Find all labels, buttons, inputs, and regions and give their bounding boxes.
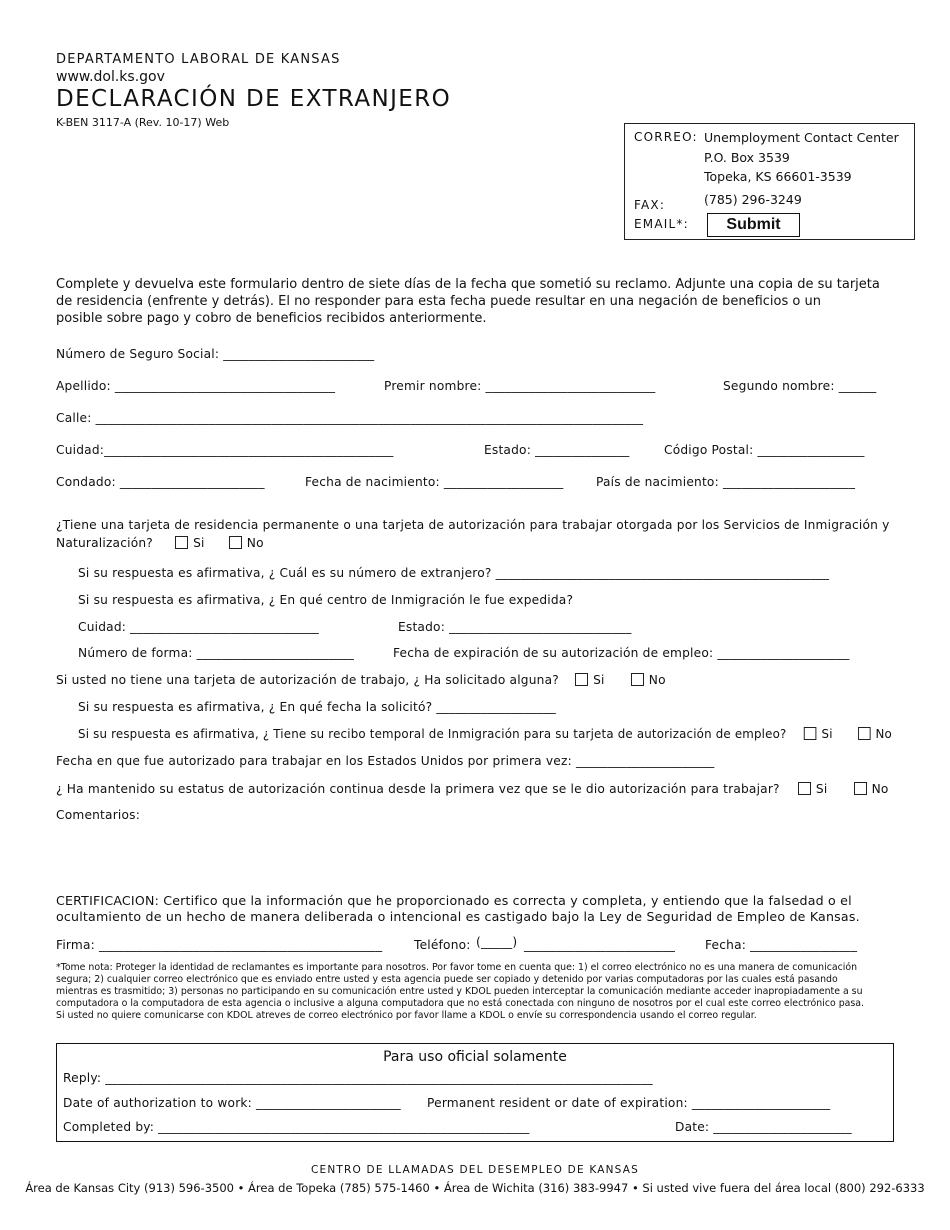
- q1-si-checkbox[interactable]: [175, 536, 188, 549]
- q1-si-label: Si: [193, 536, 205, 550]
- official-permanent-resident-field[interactable]: Permanent resident or date of expiration: ______________________: [427, 1096, 831, 1110]
- q1-no-checkbox[interactable]: [229, 536, 242, 549]
- comentarios-area[interactable]: [56, 826, 890, 886]
- submit-button[interactable]: Submit: [707, 213, 800, 237]
- telefono-label: Teléfono:: [414, 938, 471, 952]
- condado-field[interactable]: Condado: _______________________: [56, 475, 265, 489]
- cuidad-field[interactable]: Cuidad:______________________________________________: [56, 443, 394, 457]
- intro-line-1: Complete y devuelva este formulario dentro de siete días de la fecha que sometió su reclamo. Adjunte una copia de su tarjeta: [56, 277, 880, 292]
- q1a-numero-extranjero[interactable]: Si su respuesta es afirmativa, ¿ Cuál es su número de extranjero? _____________________________________________________: [78, 566, 830, 580]
- telefono-field[interactable]: ________________________: [524, 938, 676, 952]
- q1c-estado-field[interactable]: Estado: _____________________________: [398, 620, 632, 634]
- correo-label: CORREO:: [634, 130, 698, 144]
- q2b-label: Si su respuesta es afirmativa, ¿ Tiene su recibo temporal de Inmigración para su tarjeta de autorización de empleo?: [78, 727, 787, 741]
- q4-no-label: No: [871, 782, 889, 796]
- ssn-field[interactable]: Número de Seguro Social: ________________________: [56, 347, 375, 361]
- email-notice: [56, 962, 864, 1022]
- telefono-area-field[interactable]: (_____): [476, 935, 518, 949]
- mail-line-1: Unemployment Contact Center: [704, 130, 899, 145]
- mail-line-3: Topeka, KS 66601-3539: [704, 169, 852, 184]
- q1-no-label: No: [246, 536, 264, 550]
- q1d-numero-forma-field[interactable]: Número de forma: _________________________: [78, 646, 355, 660]
- footer-phones: Área de Kansas City (913) 596-3500 • Área de Topeka (785) 575-1460 • Área de Wichita (316) 383-9947 • Si usted vive fuera del área local (800) 292-6333: [25, 1181, 925, 1195]
- q4-si-label: Si: [815, 782, 828, 796]
- q2-no-label: No: [648, 673, 666, 687]
- firma-field[interactable]: Firma: _____________________________________________: [56, 938, 383, 952]
- segundo-nombre-field[interactable]: Segundo nombre: ______: [723, 379, 877, 393]
- q4-label: ¿ Ha mantenido su estatus de autorización continua desde la primera vez que se le dio autorización para trabajar?: [56, 782, 780, 796]
- fecha-field[interactable]: Fecha: _________________: [705, 938, 858, 952]
- email-label: EMAIL*:: [634, 217, 689, 231]
- q2-label: Si usted no tiene una tarjeta de autorización de trabajo, ¿ Ha solicitado alguna?: [56, 673, 559, 687]
- q1b-centro-inmigracion: Si su respuesta es afirmativa, ¿ En qué centro de Inmigración le fue expedida?: [78, 593, 574, 607]
- premir-nombre-field[interactable]: Premir nombre: ___________________________: [384, 379, 656, 393]
- q4-row: [56, 782, 889, 796]
- q2-no-checkbox[interactable]: [631, 673, 644, 686]
- official-date-auth-field[interactable]: Date of authorization to work: _______________________: [63, 1096, 401, 1110]
- fax-label: FAX:: [634, 198, 666, 212]
- q1c-cuidad-field[interactable]: Cuidad: ______________________________: [78, 620, 319, 634]
- q4-no-checkbox[interactable]: [854, 782, 867, 795]
- official-reply-field[interactable]: Reply: _______________________________________________________________________________________: [63, 1071, 653, 1085]
- certification-line-1: CERTIFICACION: Certifico que la información que he proporcionado es correcta y completa, y entiendo que la falsedad o el: [56, 893, 852, 908]
- notice-line-5: Si usted no quiere comunicarse con KDOL atreves de correo electrónico por favor llame a KDOL o envíe su correspondencia usando el correo regular.: [56, 1010, 757, 1021]
- agency-name: DEPARTAMENTO LABORAL DE KANSAS: [56, 52, 341, 67]
- mail-line-2: P.O. Box 3539: [704, 150, 790, 165]
- fecha-nacimiento-field[interactable]: Fecha de nacimiento: ___________________: [305, 475, 564, 489]
- codigo-postal-field[interactable]: Código Postal: _________________: [664, 443, 865, 457]
- q4-si-checkbox[interactable]: [798, 782, 811, 795]
- q3-fecha-autorizado[interactable]: Fecha en que fue autorizado para trabajar en los Estados Unidos por primera vez: ______________________: [56, 754, 715, 768]
- q2b-row: [78, 727, 892, 741]
- q2-si-label: Si: [593, 673, 605, 687]
- q1-line-2: [56, 536, 264, 550]
- q2b-no-checkbox[interactable]: [858, 727, 871, 740]
- footer-center-name: CENTRO DE LLAMADAS DEL DESEMPLEO DE KANSAS: [311, 1164, 639, 1176]
- form-id: K-BEN 3117-A (Rev. 10-17) Web: [56, 116, 230, 129]
- q2b-si-checkbox[interactable]: [804, 727, 817, 740]
- comentarios-label: Comentarios:: [56, 808, 141, 822]
- q2-si-checkbox[interactable]: [575, 673, 588, 686]
- agency-website[interactable]: www.dol.ks.gov: [56, 69, 165, 85]
- intro-line-3: posible sobre pago y cobro de beneficios recibidos anteriormente.: [56, 311, 487, 326]
- fax-value: (785) 296-3249: [704, 192, 802, 207]
- q2b-no-label: No: [875, 727, 892, 741]
- certification-line-2: ocultamiento de un hecho de manera deliberada o intencional es castigado bajo la Ley de Seguridad de Empleo de Kansas.: [56, 909, 860, 924]
- q1-line-1: ¿Tiene una tarjeta de residencia permanente o una tarjeta de autorización para trabajar otorgada por los Servicios de Inmigración y: [56, 518, 890, 532]
- notice-line-3: mientras es trasmitido; 3) personas no participando en su comunicación entre usted y KDOL pueden interceptar la comunicación mediante acceder inapropiadamente a su: [56, 986, 863, 997]
- q1-label: Naturalización?: [56, 536, 153, 550]
- q2a-fecha-solicito[interactable]: Si su respuesta es afirmativa, ¿ En qué fecha la solicitó? ___________________: [78, 700, 556, 714]
- page-title: DECLARACIÓN DE EXTRANJERO: [56, 86, 452, 112]
- calle-field[interactable]: Calle: _______________________________________________________________________________________: [56, 411, 644, 425]
- q2-row: [56, 673, 666, 687]
- apellido-field[interactable]: Apellido: ___________________________________: [56, 379, 336, 393]
- official-completed-by-field[interactable]: Completed by: ___________________________________________________________: [63, 1120, 530, 1134]
- notice-line-1: *Tome nota: Proteger la identidad de reclamantes es importante para nosotros. Por favor tome en cuenta que: 1) el correo electrónico no es una manera de comunicación: [56, 962, 858, 973]
- q2b-si-label: Si: [821, 727, 833, 741]
- pais-nacimiento-field[interactable]: País de nacimiento: _____________________: [596, 475, 856, 489]
- estado-field[interactable]: Estado: _______________: [484, 443, 630, 457]
- official-use-title: Para uso oficial solamente: [383, 1049, 567, 1065]
- q1d-fecha-expiracion-field[interactable]: Fecha de expiración de su autorización de empleo: _____________________: [393, 646, 850, 660]
- notice-line-2: segura; 2) cualquier correo electrónico que es enviado entre usted y esta agencia puede ser copiado y detenido por varias computadoras por las cuales está pasando: [56, 974, 838, 985]
- official-date-field[interactable]: Date: ______________________: [675, 1120, 852, 1134]
- intro-line-2: de residencia (enfrente y detrás). El no responder para esta fecha puede resultar en una negación de beneficios o un: [56, 294, 821, 309]
- notice-line-4: computadora o la computadora de esta agencia o inclusive a alguna computadora que no está conectada con ninguno de nosotros por el cual este correo electrónico pasa.: [56, 998, 865, 1009]
